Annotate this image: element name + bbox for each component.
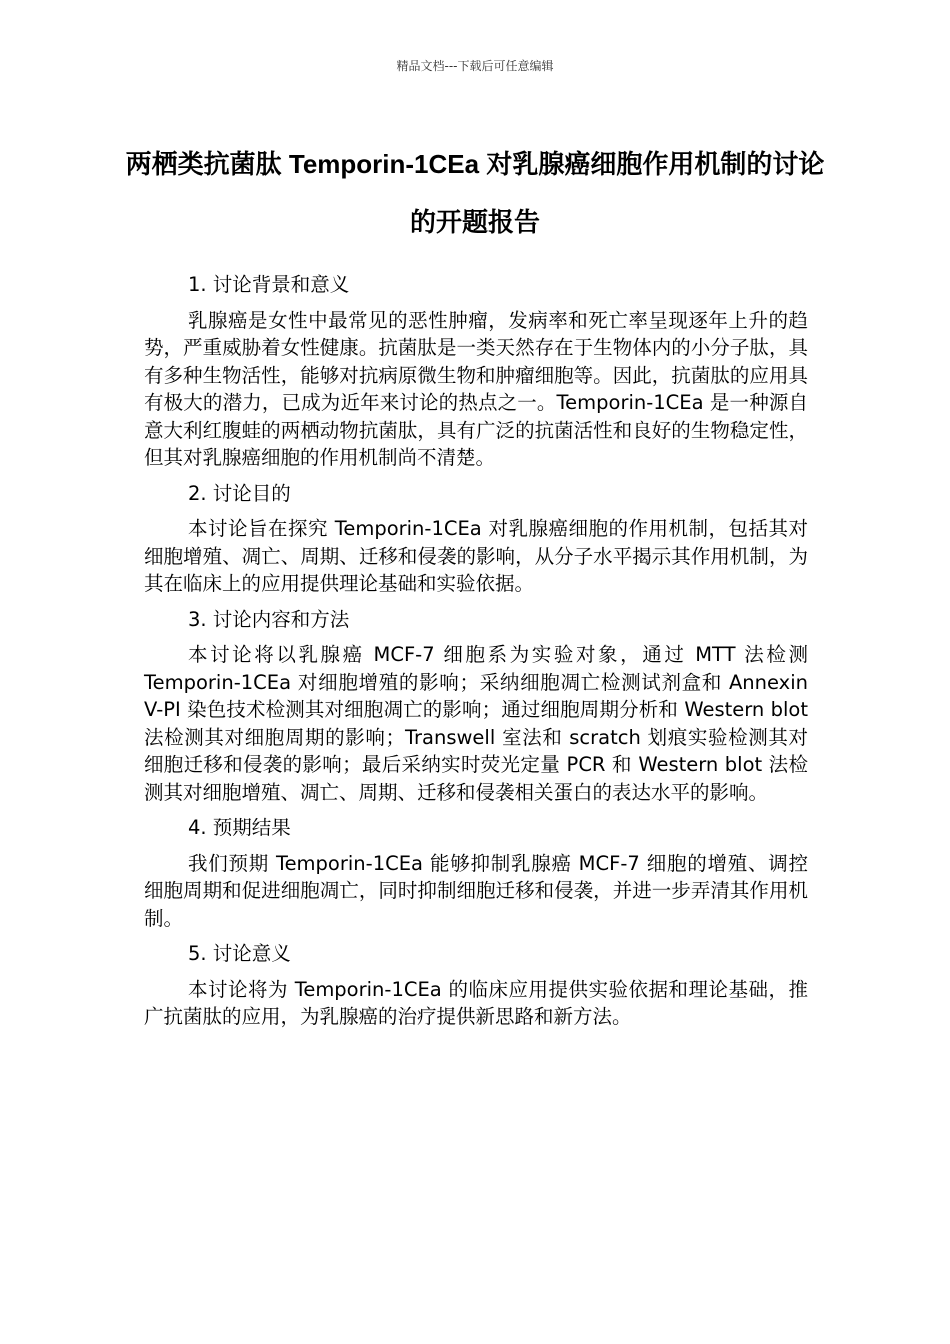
section (144, 606, 808, 807)
section-heading: 1. 讨论背景和意义 (188, 273, 350, 296)
header-note: 精品文档---下载后可任意编辑 (396, 59, 554, 73)
section-heading: 5. 讨论意义 (188, 942, 291, 965)
section-paragraph: 我们预期 Temporin-1CEa 能够抑制乳腺癌 MCF-7 细胞的增殖、调控细胞周期和促进细胞凋亡，同时抑制细胞迁移和侵袭，并进一步弄清其作用机制。 (144, 851, 808, 930)
section-paragraph: 本讨论将以乳腺癌 MCF-7 细胞系为实验对象，通过 MTT 法检测 Temporin-1CEa 对细胞增殖的影响；采纳细胞凋亡检测试剂盒和 Annexin V-PI 染色技术检测其对细胞凋亡的影响；通过细胞周期分析和 Western blot 法检测其对细胞周期的影响；Transwell 室法和 scratch 划痕实验检测其对细胞迁移和侵袭的影响；最后采纳实时荧光定量 PCR 和 Western blot 法检测其对细胞增殖、凋亡、周期、迁移和侵袭相关蛋白的表达水平的影响。 (144, 643, 808, 804)
section (144, 480, 808, 598)
document-body (144, 271, 808, 1039)
section-paragraph: 乳腺癌是女性中最常见的恶性肿瘤，发病率和死亡率呈现逐年上升的趋势，严重威胁着女性健康。抗菌肽是一类天然存在于生物体内的小分子肽，具有多种生物活性，能够对抗病原微生物和肿瘤细胞等。因此，抗菌肽的应用具有极大的潜力，已成为近年来讨论的热点之一。Temporin-1CEa 是一种源自意大利红腹蛙的两栖动物抗菌肽，具有广泛的抗菌活性和良好的生物稳定性，但其对乳腺癌细胞的作用机制尚不清楚。 (144, 308, 808, 469)
section (144, 814, 808, 932)
document-title: 两栖类抗菌肽 Temporin-1CEa 对乳腺癌细胞作用机制的讨论的开题报告 (125, 149, 825, 237)
section (144, 271, 808, 472)
section-heading: 3. 讨论内容和方法 (188, 607, 350, 631)
section-heading: 4. 预期结果 (188, 816, 291, 839)
section-heading: 2. 讨论目的 (188, 481, 291, 505)
section-paragraph: 本讨论将为 Temporin-1CEa 的临床应用提供实验依据和理论基础，推广抗菌肽的应用，为乳腺癌的治疗提供新思路和新方法。 (144, 977, 808, 1028)
section-paragraph: 本讨论旨在探究 Temporin-1CEa 对乳腺癌细胞的作用机制，包括其对细胞增殖、凋亡、周期、迁移和侵袭的影响，从分子水平揭示其作用机制，为其在临床上的应用提供理论基础和实验依据。 (144, 517, 808, 595)
section (144, 940, 808, 1031)
